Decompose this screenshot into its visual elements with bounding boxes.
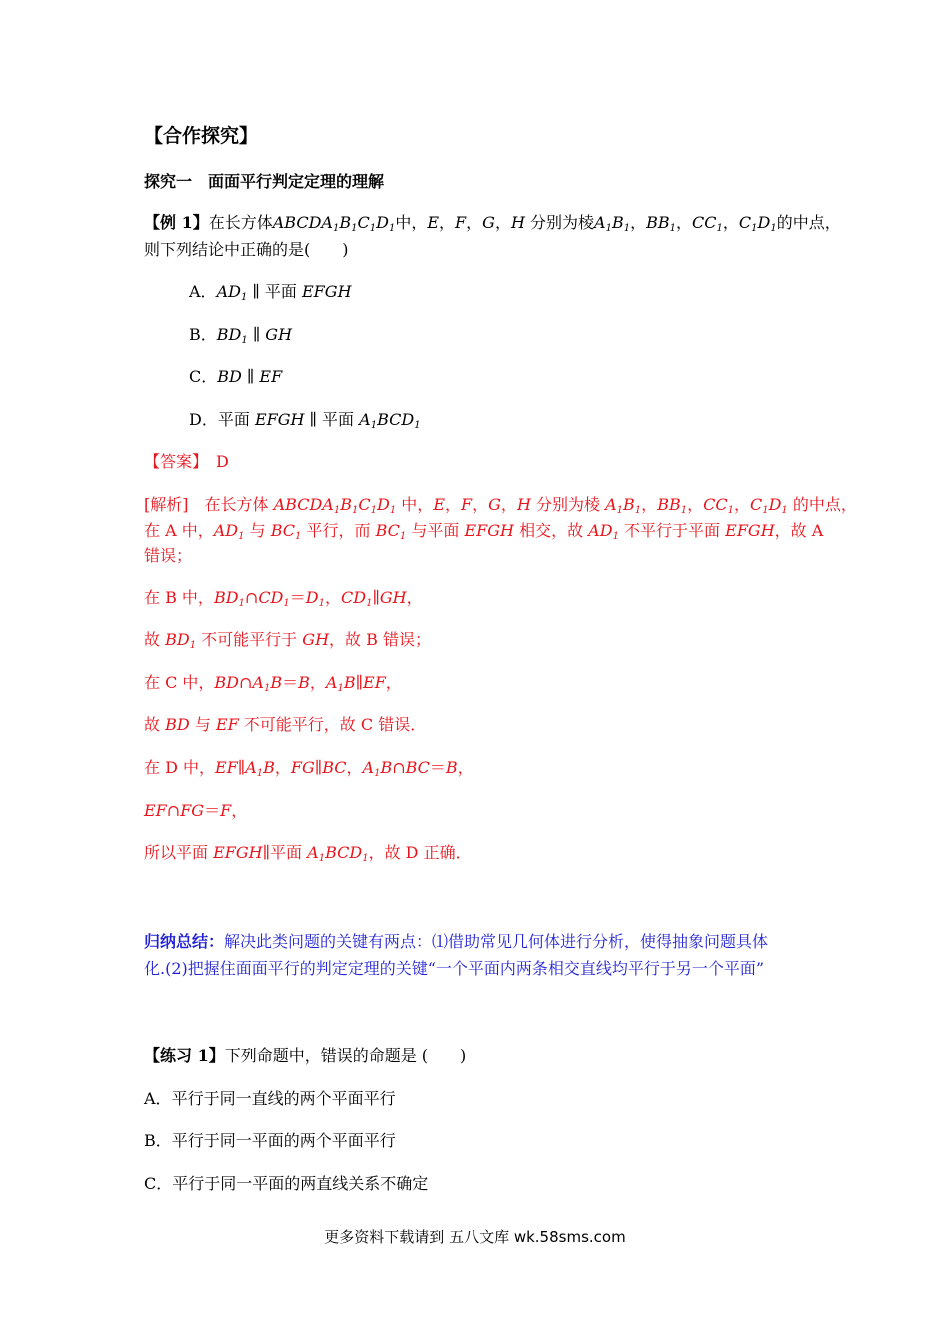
example-1-stem-line2: 则下列结论中正确的是( ): [144, 240, 349, 259]
summary-line-1: 归纳总结：解决此类问题的关键有两点：⑴借助常见几何体进行分析，使得抽象问题具体: [144, 932, 769, 951]
answer-value: D: [216, 452, 229, 471]
example-label: 【例 1】: [144, 213, 209, 232]
option-c: C．BD ∥ EF: [189, 367, 283, 386]
footer-link[interactable]: 更多资料下载请到 五八文库 wk.58sms.com: [324, 1228, 626, 1246]
subsection-title: 探究一 面面平行判定定理的理解: [144, 172, 385, 191]
exercise-option-a: A．平行于同一直线的两个平面平行: [144, 1089, 396, 1108]
answer-line: [144, 452, 229, 472]
option-b: B．$BD_1$ ∥ GH: [189, 325, 293, 346]
exercise-label: 【练习 1】: [144, 1046, 225, 1065]
analysis-line-6: 在 C 中，$BD\cap A_1B=B$，$A_1B\parallel EF$，: [144, 673, 402, 694]
exercise-1-stem: 【练习 1】下列命题中，错误的命题是 ( ): [144, 1046, 467, 1065]
analysis-line-7: 故 BD 与 EF 不可能平行，故 C 错误．: [144, 715, 427, 734]
example-1-stem: 【例 1】在长方体$ABCDA_1B_1C_1D_1$中，E，F，G，H 分别为棱$A_1B_1$，$BB_1$，$CC_1$，$C_1D_1$的中点，: [144, 213, 841, 234]
exercise-option-b: B．平行于同一平面的两个平面平行: [144, 1131, 396, 1150]
analysis-line-8: 在 D 中，$EF\parallel A_1B$，FG∥BC，$A_1B\cap BC=B$，: [144, 758, 474, 779]
analysis-line-5: 故 $BD_1$ 不可能平行于 GH，故 B 错误；: [144, 630, 431, 651]
section-title: 【合作探究】: [144, 125, 259, 147]
option-d: D．平面 EFGH ∥ 平面 $A_1BCD_1$: [189, 410, 421, 431]
analysis-line-10: 所以平面 EFGH∥平面 $A_1BCD_1$，故 D 正确．: [144, 843, 472, 864]
analysis-line-1: [解析] 在长方体 $ABCDA_1B_1C_1D_1$ 中，E，F，G，H 分别为棱 $A_1B_1$，$BB_1$，$CC_1$，$C_1D_1$ 的中点，: [144, 495, 857, 516]
summary-label: 归纳总结：: [144, 932, 225, 951]
analysis-line-3: 错误；: [144, 546, 193, 565]
analysis-line-4: 在 B 中，$BD_1\cap CD_1=D_1$，$CD_1\parallel GH$，: [144, 588, 423, 609]
exercise-option-c: C．平行于同一平面的两直线关系不确定: [144, 1174, 429, 1193]
summary-line-2: 化.(2)把握住面面平行的判定定理的关键“一个平面内两条相交直线均平行于另一个平面”: [144, 959, 765, 978]
analysis-line-2: 在 A 中，$AD_1$ 与 $BC_1$ 平行，而 $BC_1$ 与平面 EFGH 相交，故 $AD_1$ 不平行于平面 EFGH，故 A: [144, 521, 824, 542]
option-a: A．$AD_1$ ∥ 平面 EFGH: [189, 282, 352, 303]
analysis-line-9: EF∩FG＝F，: [144, 801, 248, 820]
answer-label: 【答案】: [144, 452, 201, 471]
